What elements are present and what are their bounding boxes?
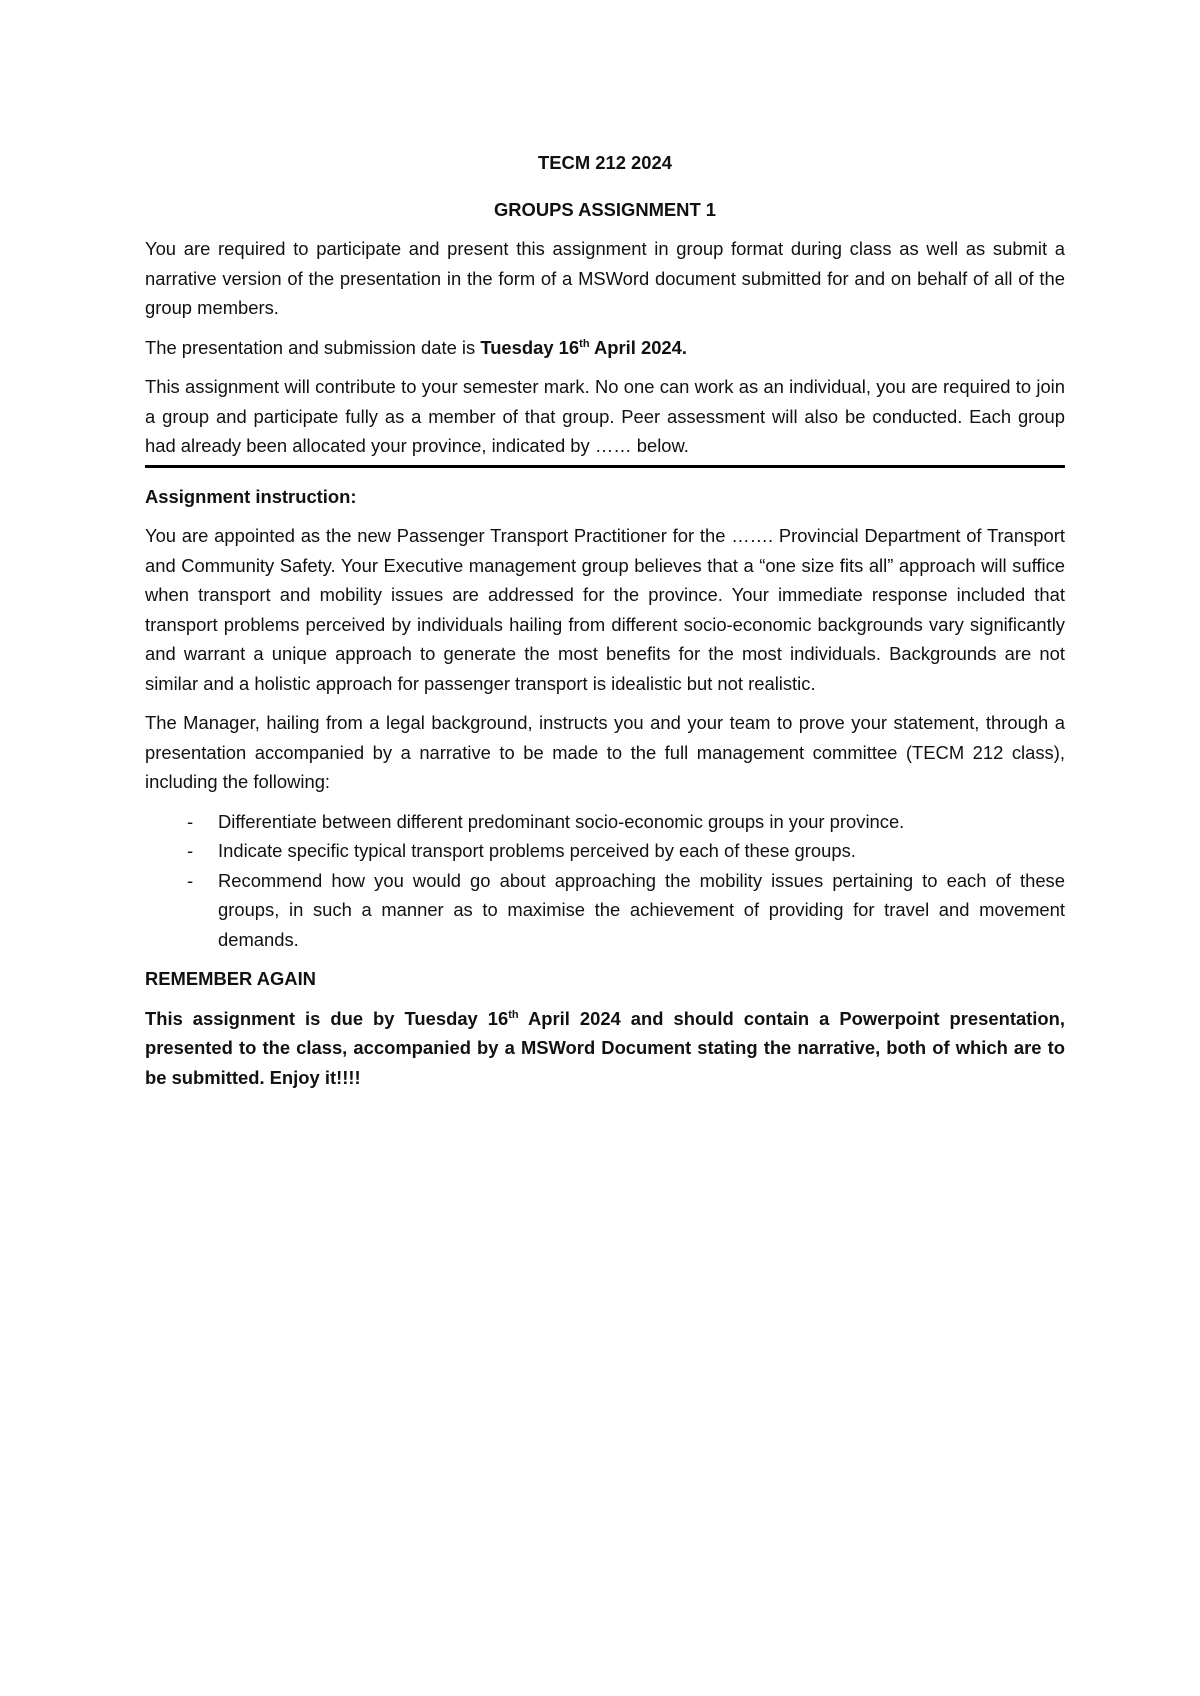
bullet-dash: - xyxy=(187,810,194,832)
bullet-dash: - xyxy=(187,869,194,891)
list-item xyxy=(145,807,1065,837)
bullet-dash: - xyxy=(187,840,194,861)
assignment-title: GROUPS ASSIGNMENT 1 xyxy=(493,198,717,220)
requirements-list xyxy=(145,807,1065,955)
list-item xyxy=(145,866,1065,955)
instruction-paragraph: You are appointed as the new Passenger Transport Practitioner for the ……. Provincial Department of Transport and Community Safety. Your Executive management group believes that a “one size fits all” approach will suffice when transport and mobility issues are addressed for the province. Your immediate response included that transport problems perceived by individuals hailing from different socio-economic backgrounds vary significantly and warrant a unique approach to generate the most benefits for the most individuals. Backgrounds are not similar and a holistic approach for passenger transport is idealistic but not realistic. xyxy=(145,525,1065,694)
reminder-heading: REMEMBER AGAIN xyxy=(145,968,316,989)
reminder-text-end: April 2024 and should contain a Powerpoint presentation, presented to the class, accompanied by a MSWord Document stating the narrative, both of which are to be submitted. Enjoy it!!!! xyxy=(145,1007,1065,1088)
instruction-heading: Assignment instruction: xyxy=(145,485,357,507)
list-item xyxy=(145,836,1065,866)
list-item-text: Differentiate between different predominant socio-economic groups in your province. xyxy=(218,810,905,832)
course-title: TECM 212 2024 xyxy=(538,152,672,173)
group-paragraph: This assignment will contribute to your semester mark. No one can work as an individual, you are required to join a group and participate fully as a member of that group. Peer assessment will also be conducted. Each group had already been allocated your province, indicated by …… below. xyxy=(145,376,1065,456)
submission-date-prefix: The presentation and submission date is xyxy=(145,336,481,358)
submission-date-ordinal: th xyxy=(579,337,590,350)
section-divider xyxy=(145,465,1065,468)
list-item-text: Indicate specific typical transport problems perceived by each of these groups. xyxy=(218,840,856,861)
reminder-ordinal: th xyxy=(508,1008,519,1021)
reminder-text-start: This assignment is due by Tuesday 16 xyxy=(145,1007,509,1029)
submission-date-day: Tuesday 16 xyxy=(480,336,580,358)
submission-date-period: . xyxy=(681,336,688,358)
reminder-paragraph xyxy=(145,1004,1065,1093)
manager-paragraph: The Manager, hailing from a legal background, instructs you and your team to prove your statement, through a presentation accompanied by a narrative to be made to the full management committee (TECM 212 class), including the following: xyxy=(145,712,1065,792)
document-body xyxy=(145,148,1065,1102)
submission-date-paragraph xyxy=(145,333,1065,363)
submission-date-month-year: April 2024 xyxy=(589,336,682,358)
intro-paragraph: You are required to participate and present this assignment in group format during class as well as submit a narrative version of the presentation in the form of a MSWord document submitted for and on behalf of all of the group members. xyxy=(145,238,1065,318)
list-item-text: Recommend how you would go about approaching the mobility issues pertaining to each of these groups, in such a manner as to maximise the achievement of providing for travel and movement demands. xyxy=(218,869,1065,950)
